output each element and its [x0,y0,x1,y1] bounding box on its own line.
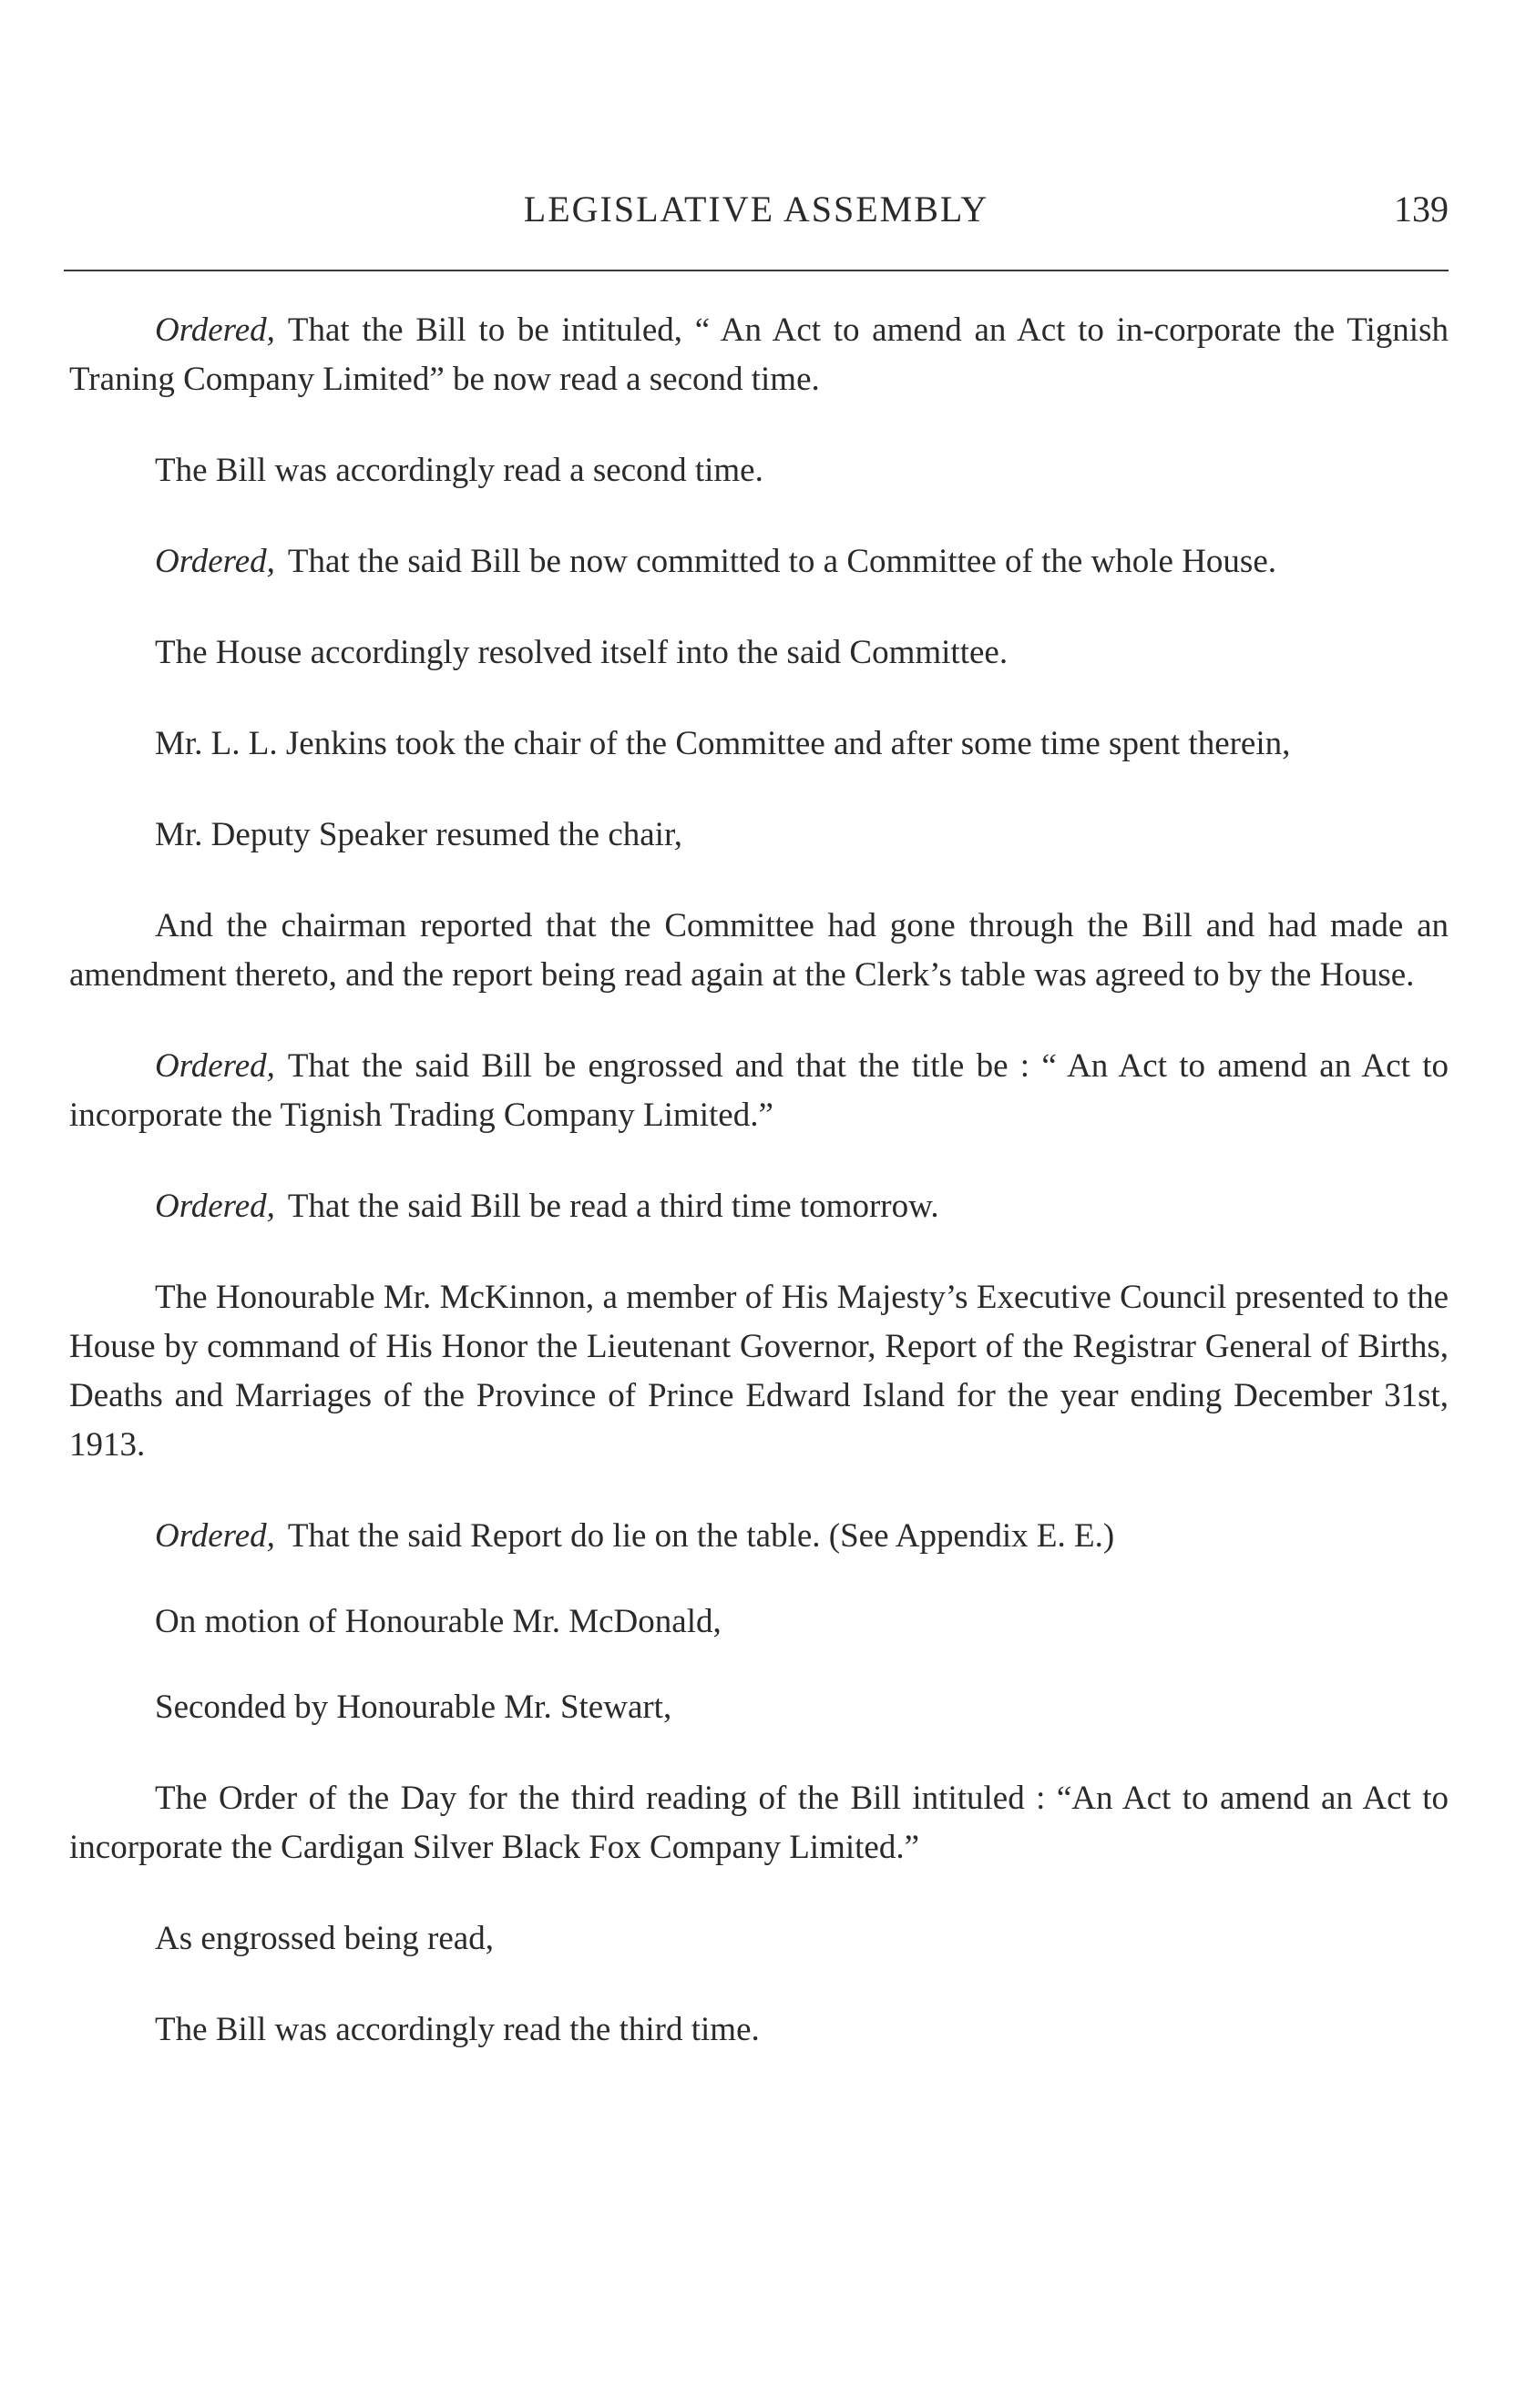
paragraph-motion-mcdonald [69,1597,1449,1647]
paragraph-text: The Honourable Mr. McKinnon, a member of His Majesty’s Executive Council presented to the House by command of His Honor the Lieutenant Governor, Report of the Registrar General of Births, Deaths and Marriages of the Province of Prince Edward Island for the year ending December 31st, 1913. [69,1279,1449,1464]
paragraph-speaker-resumed [69,811,1449,860]
paragraph-lead: Ordered, [155,1047,275,1085]
paragraph-chairman-reported [69,902,1449,1000]
paragraph-text: And the chairman reported that the Committee had gone through the Bill and had made an amendment thereto, and the report being read again at the Clerk’s table was agreed to by the House. [69,907,1449,994]
body-text [69,306,1449,2097]
paragraph-as-engrossed [69,1914,1449,1964]
paragraph-text: On motion of Honourable Mr. McDonald, [155,1603,722,1640]
paragraph-text: That the said Report do lie on the table. (See Appendix E. E.) [287,1517,1115,1555]
paragraph-text: The House accordingly resolved itself into the said Committee. [155,634,1009,671]
paragraph-text: The Bill was accordingly read the third time. [155,2011,760,2048]
paragraph-lead: Ordered, [155,1517,275,1555]
header-rule [64,270,1449,271]
paragraph-seconded-stewart [69,1683,1449,1732]
paragraph-mckinnon-report [69,1273,1449,1470]
running-title: LEGISLATIVE ASSEMBLY [523,189,989,230]
running-head [64,184,1449,235]
paragraph-text: As engrossed being read, [155,1920,494,1957]
page-number: 139 [1394,189,1449,230]
paragraph-text: That the said Bill be engrossed and that the title be : “ An Act to amend an Act to incorporate the Tignish Trading Company Limited.” [69,1047,1449,1134]
paragraph-lead: Ordered, [155,311,275,349]
paragraph-lead: Ordered, [155,543,275,580]
paragraph-order-of-the-day [69,1774,1449,1872]
paragraph-text: Mr. Deputy Speaker resumed the chair, [155,816,683,853]
paragraph-lead: Ordered, [155,1188,275,1225]
paragraph-read-third-time [69,2005,1449,2055]
paragraph-ordered-second-reading [69,306,1449,404]
paragraph-text: That the said Bill be now committed to a Committee of the whole House. [287,543,1276,580]
paragraph-read-second-time [69,446,1449,495]
paragraph-jenkins-chair [69,719,1449,769]
paragraph-house-resolved [69,628,1449,678]
paragraph-ordered-engrossed [69,1042,1449,1140]
paragraph-text: Mr. L. L. Jenkins took the chair of the Committee and after some time spent therein, [155,725,1291,762]
paragraph-ordered-committed [69,537,1449,587]
paragraph-text: The Bill was accordingly read a second time. [155,452,763,489]
paragraph-text: That the Bill to be intituled, “ An Act to amend an Act to in-corporate the Tignish Traning Company Limited” be now read a second time. [69,311,1449,398]
paragraph-ordered-third-reading [69,1182,1449,1231]
paragraph-text: Seconded by Honourable Mr. Stewart, [155,1689,672,1726]
paragraph-ordered-lie-on-table [69,1512,1449,1561]
paragraph-text: That the said Bill be read a third time tomorrow. [287,1188,939,1225]
paragraph-text: The Order of the Day for the third reading of the Bill intituled : “An Act to amend an Act to incorporate the Cardigan Silver Black Fox Company Limited.” [69,1780,1449,1866]
